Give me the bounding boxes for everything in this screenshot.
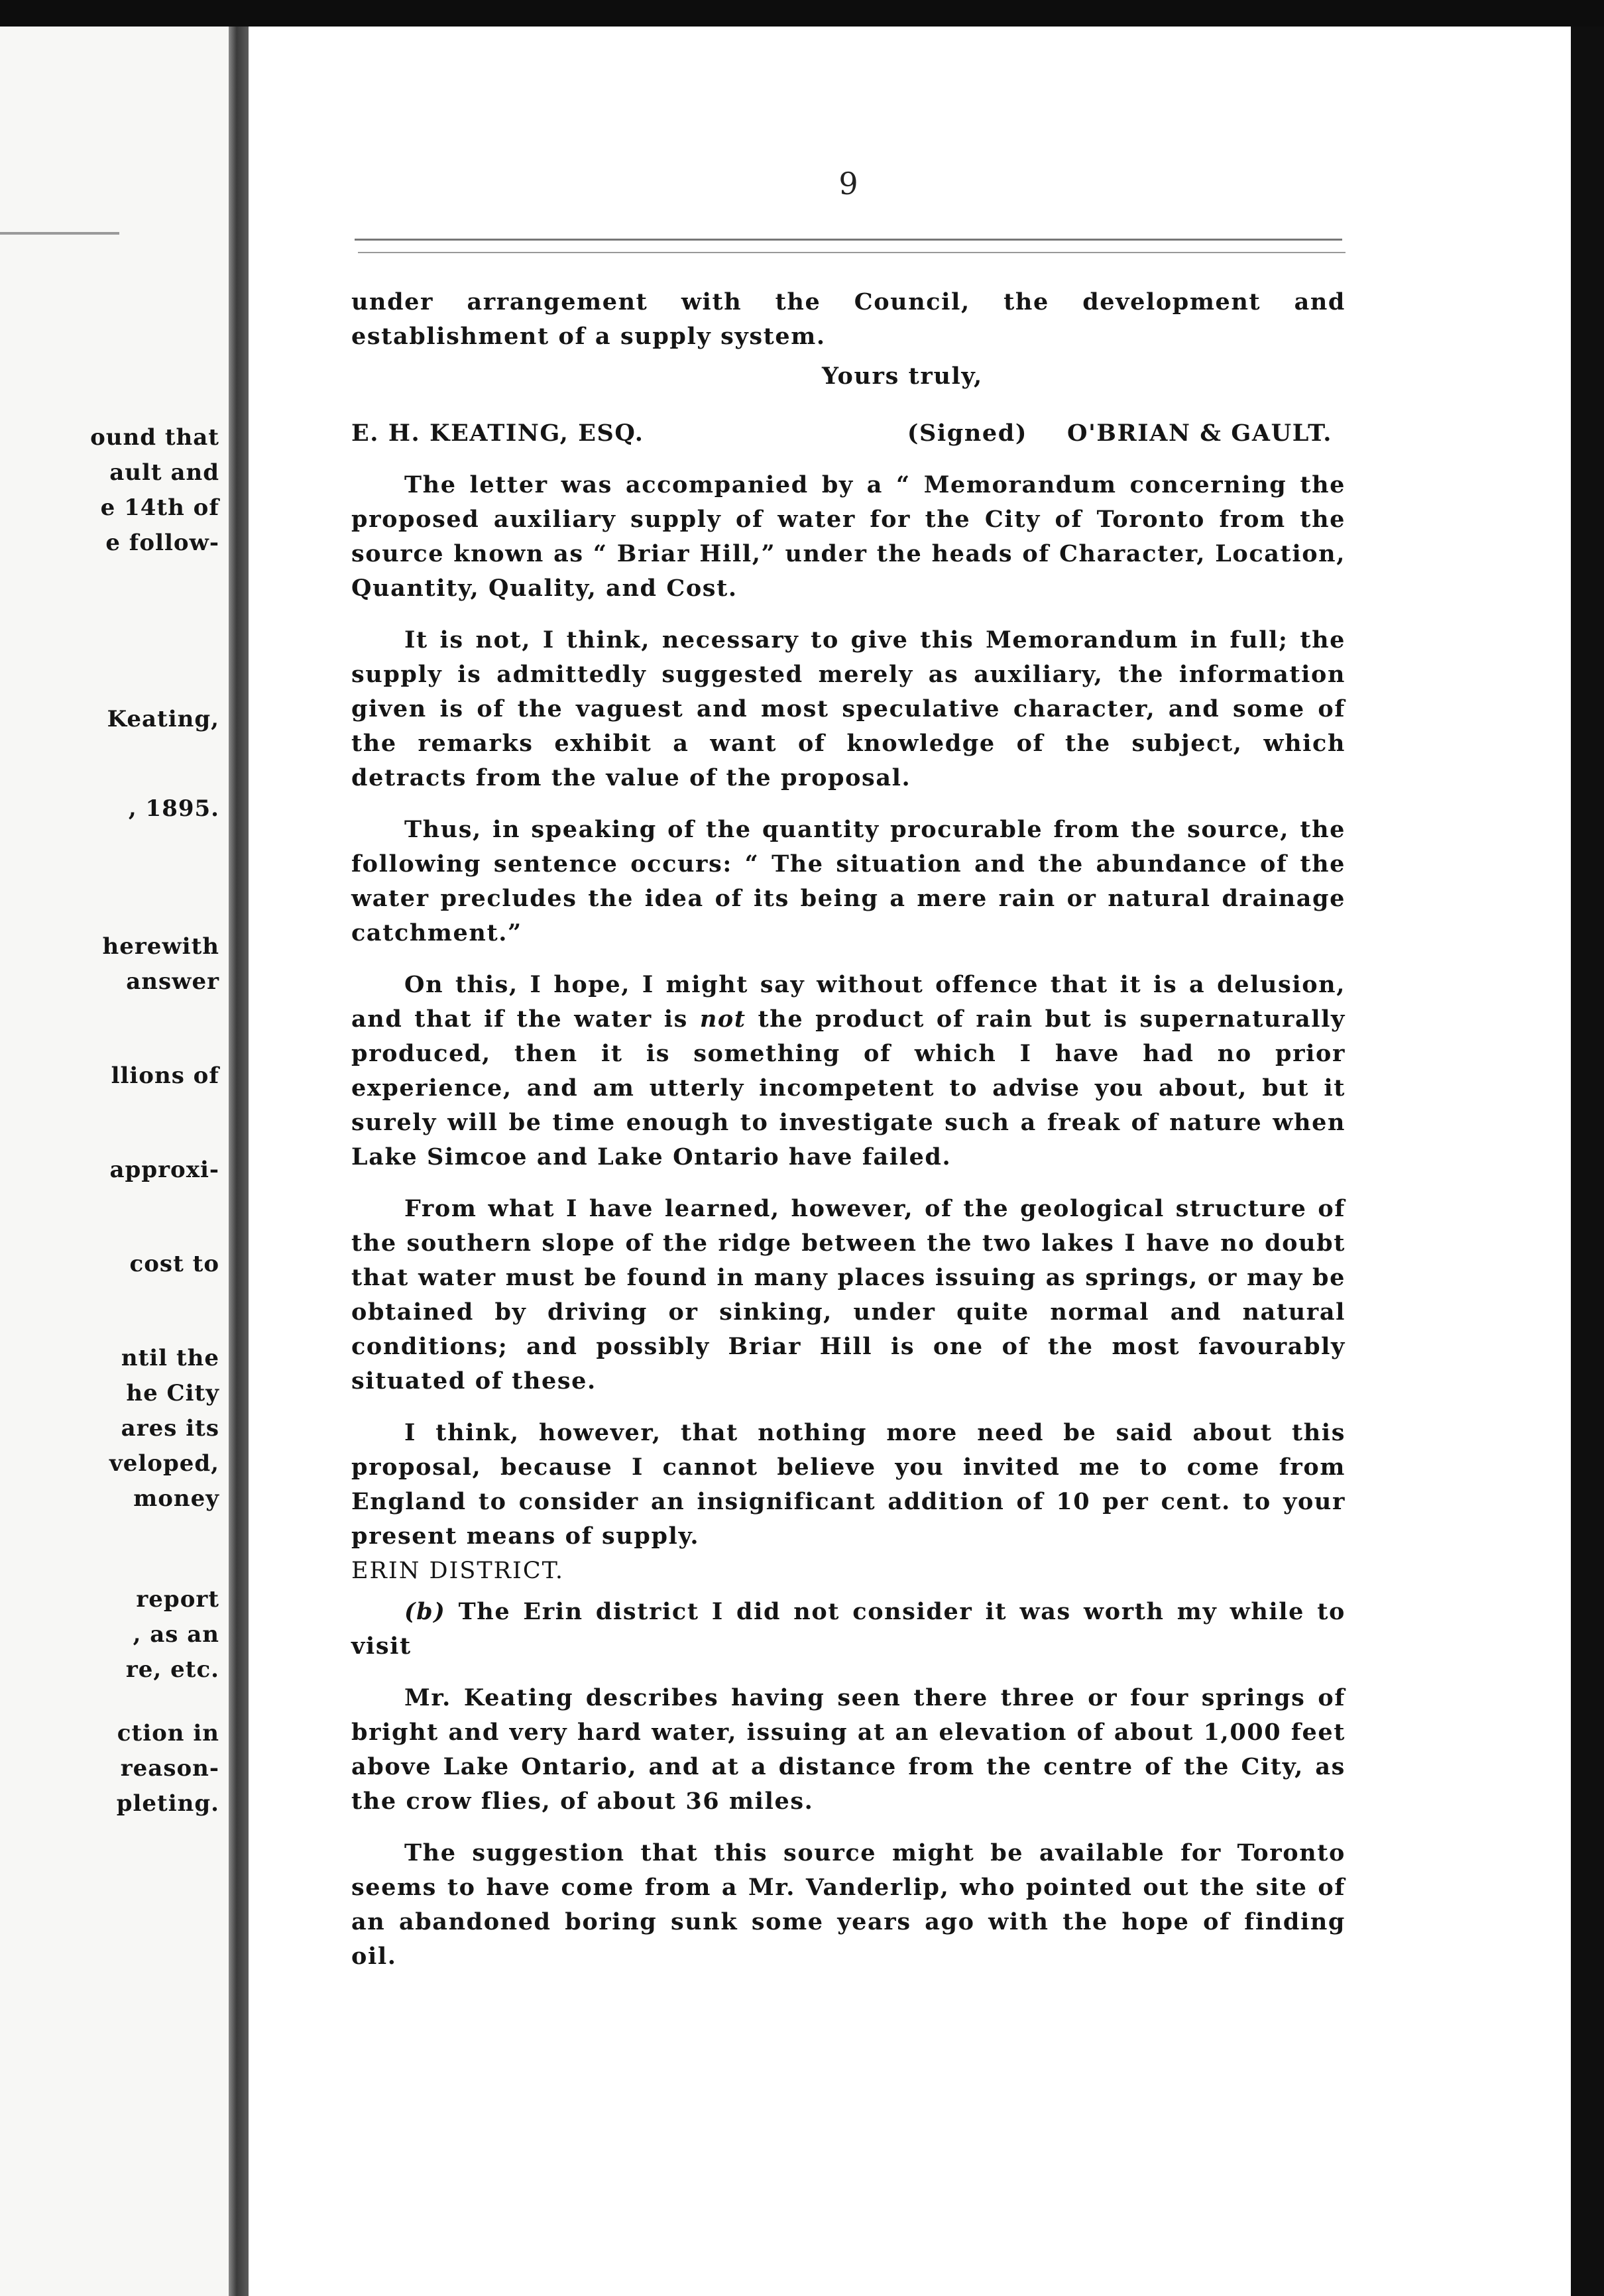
list-marker: (b) (404, 1598, 446, 1625)
signed-marker: (Signed) (907, 420, 1027, 447)
addressee: E. H. KEATING, ESQ. (351, 420, 644, 447)
page-number: 9 (838, 166, 858, 201)
emphasis-text: not (699, 1005, 746, 1033)
letter-closing: Yours truly, (822, 363, 983, 390)
left-line: approxi- (109, 1157, 219, 1183)
left-line: cost to (129, 1251, 219, 1277)
left-line: ound that (90, 424, 219, 451)
paragraph: Mr. Keating describes having seen there three or four springs of bright and very hard water, issuing at an elevation of about 1,000 feet above Lake Ontario, and at a distance from the centre of the City, as the crow flies, of about 36 miles. (351, 1684, 1346, 1815)
text-run: the product of rain but is supernaturally produced, then it is something of which I have had no prior experience, and am utterly incompetent to advise you about, but it surely will be time enough to investigate such a freak of nature when Lake Simcoe and Lake Ontario have failed. (351, 1005, 1346, 1171)
left-line: re, etc. (125, 1656, 219, 1683)
header-rule (355, 239, 1342, 241)
left-line: e 14th of (100, 494, 219, 521)
left-line: ares its (121, 1415, 219, 1442)
left-line: he City (126, 1380, 219, 1406)
paragraph: It is not, I think, necessary to give this Memorandum in full; the supply is admittedly suggested merely as auxiliary, the information given is of the vaguest and most speculative character, and some of the remarks exhibit a want of knowledge of the subject, which detracts from the value of the proposal. (351, 626, 1346, 791)
left-line: Keating, (107, 706, 219, 732)
signature-row (351, 394, 1346, 451)
left-line: money (133, 1485, 219, 1512)
left-line: ction in (117, 1720, 219, 1747)
paragraph: From what I have learned, however, of the geological structure of the southern slope of the ridge between the two lakes I have no doubt that water must be found in many places issuing as springs, or may be obtained by driving or sinking, under quite normal and natural conditions; and possibly Briar Hill is one of the most favourably situated of these. (351, 1195, 1346, 1395)
left-line: llions of (111, 1062, 219, 1089)
header-rule-secondary (358, 252, 1346, 253)
signatory: O'BRIAN & GAULT. (1066, 420, 1332, 447)
paragraph-delusion (351, 968, 1346, 1175)
page-body (351, 285, 1346, 1974)
signature-block (907, 416, 1346, 451)
paragraph: Thus, in speaking of the quantity procurable from the source, the following sentence occurs: “ The situation and the abundance of the water precludes the idea of its being a mere rain or natural drainage catchment.” (351, 816, 1346, 947)
left-line: veloped, (109, 1450, 219, 1477)
scan-right-border (1571, 27, 1604, 2296)
left-line: pleting. (116, 1790, 219, 1817)
left-line: reason- (120, 1755, 219, 1782)
left-page-fragment (0, 27, 229, 2296)
scan-top-border (0, 0, 1604, 27)
opening-text: under arrangement with the Council, the development and establishment of a supply system. (351, 288, 1346, 350)
left-line: report (136, 1586, 219, 1613)
section-heading: ERIN DISTRICT. (351, 1558, 564, 1584)
paragraph: The letter was accompanied by a “ Memorandum concerning the proposed auxiliary supply of water for the City of Toronto from the source known as “ Briar Hill,” under the heads of Character, Location, Quantity, Quality, and Cost. (351, 471, 1346, 602)
text-run: The Erin district I did not consider it was worth my while to visit (351, 1598, 1346, 1660)
left-line: ault and (109, 459, 219, 486)
text-run: On this, I hope, I might say without offence that it is a delusion, and that if the water is (351, 971, 1346, 1033)
left-page-rule (0, 232, 119, 235)
left-line: e follow- (105, 530, 219, 556)
left-line: , as an (133, 1621, 219, 1648)
left-line: herewith (102, 933, 219, 960)
left-line: , 1895. (128, 795, 219, 822)
paragraph: The suggestion that this source might be available for Toronto seems to have come from a Mr. Vanderlip, who pointed out the site of an abandoned boring sunk some years ago with the hope of finding oil. (351, 1839, 1346, 1970)
left-line: ntil the (121, 1345, 219, 1371)
left-line: answer (126, 968, 219, 995)
book-gutter (229, 27, 249, 2296)
paragraph-erin-intro (351, 1595, 1346, 1664)
paragraph: I think, however, that nothing more need be said about this proposal, because I cannot believe you invited me to come from England to consider an insignificant addition of 10 per cent. to your present means of supply. (351, 1419, 1346, 1550)
